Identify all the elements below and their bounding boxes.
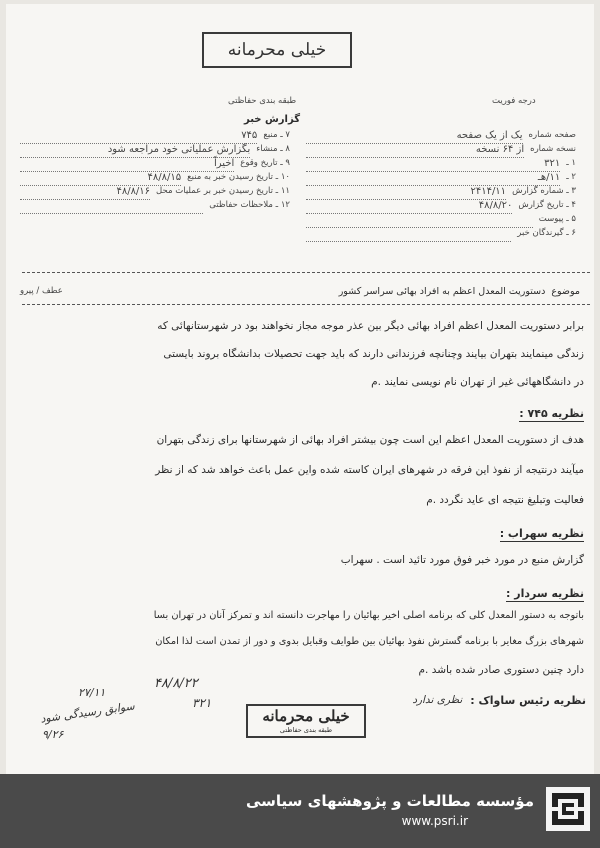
report-line: زندگی مینمایند بتهران بیایند وچنانچه فرزندانی دارند که باید جهت تحصیلات بدانشگاه بروند بایستی [163,348,584,360]
logo-mark-icon [546,787,590,831]
report-line: برابر دستوریت المعدل اعظم افراد بهائی دیگر بین عذر موجه مجاز نخواهند بود در شهرستانهائی که [157,320,584,332]
subject-separator [22,304,590,305]
handwritten-note: سوابق رسیدگی شود [39,699,136,726]
urgency-label: درجه فوریت [492,96,536,106]
handwritten-number: ۳۲۱ [192,696,212,710]
field-row: ۱۱ ـ تاریخ رسیدن خبر بر عملیات محل ۴۸/۸/۱۶ [20,186,290,200]
sardar-opinion-line: باتوجه به دستور المعدل کلی که برنامه اصلی اخیر بهائیان را مهاجرت دانسته اند و تمرکز آنان در تهران بسا [153,610,584,621]
field-row: ۷ ـ منبع ۷۴۵ [20,130,290,144]
subject-row: موضوع دستوریت المعدل اعظم به افراد بهائی سراسر کشور عطف / پیرو [20,286,580,297]
handwritten-note: ۲۷/۱۱ [78,686,106,699]
footer-url[interactable]: www.psri.ir [401,814,468,828]
source-opinion-line: هدف از دستوریت المعدل اعظم این است چون بیشتر افراد بهائی از شهرستانها برای زندگی بتهران [156,434,584,446]
field-row: ۱۲ ـ ملاحظات حفاظتی [20,200,290,214]
field-row: ۱۰ ـ تاریخ رسیدن خبر به منبع ۴۸/۸/۱۵ [20,172,290,186]
sohrab-opinion-line: گزارش منبع در مورد خبر فوق مورد تائید است . سهراب [340,554,584,566]
field-row: ۶ ـ گیرندگان خبر [306,228,576,242]
field-row: ۵ ـ پیوست [306,214,576,228]
classification-label: طبقه بندی حفاظتی [228,96,297,106]
field-row: ۳ ـ شماره گزارش ۲۴۱۴/۱۱ [306,186,576,200]
source-opinion-line: میآیند درنتیجه از نفوذ این فرقه در شهرهای ایران کاسته شده واین عمل باعث خواهد شد که از نظر [155,464,584,476]
savak-head-opinion-label: نظریه رئیس ساواک : [470,694,586,707]
handwritten-note: ۹/۲۶ [42,728,64,741]
document-page [6,4,594,842]
sardar-opinion-line: شهرهای بزرگ مغایر با برنامه گسترش نفوذ بهائیان بین طوایف وقبایل بدوی و دور از تمدن است لذا امکان [155,636,584,647]
handwritten-date-stamp: ۴۸/۸/۲۲ [154,676,198,691]
footer-banner [0,774,600,848]
sohrab-opinion-heading-row [16,522,584,541]
field-row: ۲ ـ ۱۱/هـ [306,172,576,186]
report-line: در دانشگاههائی غیر از تهران نام نویسی نمایند .م [371,376,584,388]
source-opinion-line: فعالیت وتبلیغ نتیجه ای عاید نگردد .م [426,494,584,506]
field-row: ۸ ـ منشاء بگزارش عملیاتی خود مراجعه شود [20,144,290,158]
institute-logo-icon [546,787,590,831]
right-fields [306,130,576,242]
left-fields [20,130,290,214]
field-row: نسخه شماره از ۶۴ نسخه [306,144,576,158]
field-row: ۴ ـ تاریخ گزارش ۴۸/۸/۲۰ [306,200,576,214]
footer-org-name: مؤسسه مطالعات و پژوهشهای سیاسی [245,792,534,810]
sardar-opinion-heading-row [16,582,584,601]
bottom-classification-stamp: خیلی محرمانه طبقه بندی حفاظتی [246,704,366,738]
sardar-opinion-heading: نظریه سردار : [506,587,584,600]
field-row: صفحه شماره یک از یک صفحه [306,130,576,144]
savak-head-opinion-value: نظری ندارد [412,694,463,706]
top-classification-stamp: خیلی محرمانه [202,32,352,68]
sohrab-opinion-heading: نظریه سهراب : [499,527,584,540]
sardar-opinion-line: دارد چنین دستوری صادر شده باشد .م [418,664,584,676]
field-row: ۱ ـ ۳۲۱ [306,158,576,172]
source-opinion-heading: نظریه ۷۴۵ : [519,407,584,420]
field-row: ۹ ـ تاریخ وقوع اخیراً [20,158,290,172]
source-opinion-heading-row [16,402,584,421]
header-separator [22,272,590,273]
report-title: گزارش خبر [244,114,301,125]
